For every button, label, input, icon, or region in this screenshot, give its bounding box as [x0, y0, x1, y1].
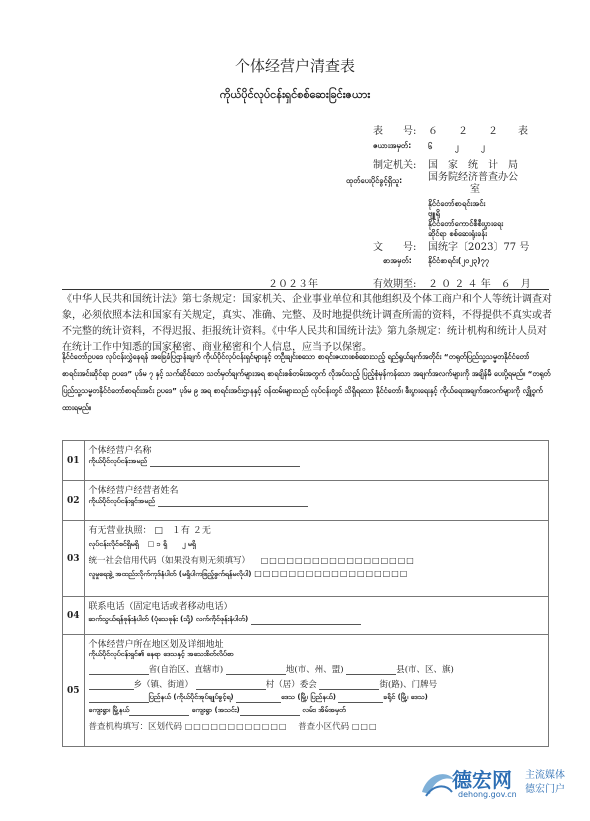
row-number: 04: [63, 597, 85, 635]
org-label: 制定机关:: [373, 160, 417, 171]
org-mm-value-2: ဗျူရို: [428, 209, 440, 218]
watermark-url: dehong.gov.cn: [458, 790, 517, 799]
license-option-yes-mm[interactable]: □ ၁ ရှိ: [147, 540, 168, 548]
row-03: [63, 521, 549, 597]
watermark-brand: 德宏网: [452, 768, 512, 792]
survey-form-table: [62, 440, 549, 747]
table-no-value: ６ ２ ２ 表: [428, 126, 528, 137]
row-05: [63, 635, 549, 747]
org-mm-value-4: ဆိုင်ရာ စစ်ဆေးရုံးခန်း: [428, 229, 488, 238]
street-label-mm: လမ်း၊ အိမ်အမှတ်: [302, 706, 346, 714]
org-value-3: 室: [470, 184, 480, 195]
row-01: [63, 441, 549, 481]
village-label-mm: ကျေးရွာ (အသင်း): [191, 706, 240, 714]
province-field-mm[interactable]: [89, 702, 149, 703]
street-label: 街(路)、门牌号: [379, 680, 438, 690]
row-number: 03: [63, 521, 85, 597]
town-label: 乡（镇、街道）: [133, 680, 194, 690]
valid-until-label: 有效期至:: [373, 279, 417, 290]
org-mm-value-1: နိုင်ငံတော်စာရင်းအင်း: [428, 199, 486, 208]
street-field[interactable]: [319, 689, 379, 690]
town-field-mm[interactable]: [129, 715, 189, 716]
license-option-no[interactable]: ２无: [192, 526, 211, 536]
village-field[interactable]: [196, 689, 266, 690]
region-code-label: 普查机构填写：区划代码: [88, 722, 183, 732]
header-divider: [62, 289, 549, 290]
row-number: 02: [63, 481, 85, 521]
county-label: 县(市、区、旗): [396, 665, 454, 675]
credit-code-label: 统一社会信用代码（如果没有则无须填写）: [88, 556, 251, 566]
city-label: 地(市、州、盟): [285, 665, 344, 675]
doc-no-value: 国统字〔2023〕77 号: [428, 242, 530, 253]
area-code-boxes[interactable]: □□□: [351, 722, 378, 731]
row-number: 01: [63, 441, 85, 481]
province-field[interactable]: [89, 674, 149, 675]
field-label: 联系电话（固定电话或者移动电话）: [88, 602, 233, 612]
region-code-boxes[interactable]: □□□□□□□□□□□□: [184, 722, 288, 731]
watermark-tag-1: 主流媒体: [525, 770, 565, 781]
county-field[interactable]: [346, 674, 396, 675]
town-field[interactable]: [89, 689, 134, 690]
table-no-mm-value: ၆ ၂ ၂: [428, 142, 485, 151]
field-label-mm: ကိုယ်ပိုင်လုပ်ငန်းအမည်: [88, 457, 148, 465]
doc-no-mm-value: နိုင်ငံစာရင်း(၂၀၂၃)၇၇: [428, 256, 489, 265]
area-code-label: 普查小区代码: [298, 722, 350, 732]
form-year: ２０２３年: [268, 279, 318, 290]
form-subtitle-mm: ကိုယ်ပိုင်လုပ်ငန်းရှင်စစ်ဆေးခြင်းဇယား: [219, 88, 371, 101]
license-option-yes[interactable]: □ １有: [154, 526, 190, 536]
legal-notice-mm: နိုင်ငံတော်ဥပဒေ လုပ်ငန်းလွှဲနေရန် အခြေခံပြဌာန်းချက် ကိုယ်ပိုင်လုပ်ငန်းရှင်များနှင့် တဦးချင်းစသော စာရင်းဇယားစစ်ဆေးသည့် ရည်ရွယ်ချက်အတိုင်း “တရုတ်ပြည်သူ့သမ္မတနိုင်ငံတော်စာရင်းအင်းဆိုင်ရာ ဥပဒေ” ပုဒ်မ ၇ နှင့် သက်ဆိုင်သော သတ်မှတ်ချက်များအရ စာရင်းစစ်တမ်းအတွက် လိုအပ်သည့် ပြည့်စုံမှန်ကန်သော အချက်အလက်များကို အချိန်မီ ပေးပို့ရမည်။ “တရုတ်ပြည်သူ့သမ္မတနိုင်ငံတော်စာရင်းအင်း ဥပဒေ” ပုဒ်မ ၉ အရ စာရင်းအင်းဌာနနှင့် ဝန်ထမ်းများသည် လုပ်ငန်းတွင် သိရှိရသော နိုင်ငံတော်၊ စီးပွားရေးနှင့် ကိုယ်ရေးအချက်အလက်များကို လျှို့ဝှက်ထားရမည်။: [62, 352, 551, 412]
field-label-mm: ဆက်သွယ်ရန်ဖုန်းနံပါတ် (ပုံသေဖုန်း (သို့) လက်ကိုင်ဖုန်းနံပါတ်): [88, 615, 249, 623]
org-value-1: 国 家 统 计 局: [428, 160, 518, 171]
row-02: [63, 481, 549, 521]
city-field-mm[interactable]: [236, 702, 281, 703]
license-option-no-mm[interactable]: ၂ မရှိ: [181, 540, 196, 548]
doc-no-label: 文 号:: [373, 242, 417, 253]
doc-no-mm-label: စာအမှတ်:: [383, 256, 412, 265]
city-label-mm: ဒေသ (မြို့၊ ပြည်နယ်): [280, 693, 336, 701]
village-field-mm[interactable]: [240, 715, 300, 716]
city-field[interactable]: [226, 674, 286, 675]
legal-notice-cn: 《中华人民共和国统计法》第七条规定：国家机关、企业事业单位和其他组织及个体工商户和个人等统计调查对象，必须依照本法和国家有关规定，真实、准确、完整、及时地提供统计调查所需的资料，不得提供不真实或者不完整的统计资料，不得迟报、拒报统计资料。《中华人民共和国统计法》第九条规定：统计机构和统计人员对在统计工作中知悉的国家秘密、商业秘密和个人信息，应当予以保密。: [62, 294, 552, 353]
table-no-mm-label: ဇယားအမှတ်:: [373, 141, 412, 150]
field-label: 个体经营户所在地区划及详细地址: [88, 640, 224, 650]
row-04: [63, 597, 549, 635]
table-no-label: 表 号:: [373, 126, 417, 137]
field-label: 有无营业执照：: [88, 526, 152, 536]
town-label-mm: ကျေးရွာ၊ မြို့နယ်: [88, 706, 130, 714]
watermark-tag-2: 德宏门户: [525, 784, 565, 795]
province-label: 省(自治区、直辖市): [148, 665, 224, 675]
org-value-2: 国务院经济普查办公: [428, 172, 518, 183]
province-label-mm: ပြည်နယ် (ကိုယ်ပိုင်အုပ်ချုပ်ခွင့်ရ): [148, 693, 234, 701]
credit-code-boxes-mm[interactable]: □□□□□□□□□□□□□□□□□□: [254, 569, 409, 578]
field-label-mm: ကိုယ်ပိုင်လုပ်ငန်းရှင်၏ နေရာ ဒေသနှင့် အသေးစိတ်လိပ်စာ: [88, 650, 234, 658]
field-label: 个体经营户经营者姓名: [88, 486, 179, 496]
form-title: 个体经营户清查表: [234, 57, 355, 75]
village-label: 村（居）委会: [265, 680, 317, 690]
org-mm-value-3: နိုင်ငံတော်ကောင်စီစီးပွားရေး: [428, 219, 504, 228]
credit-code-boxes[interactable]: □□□□□□□□□□□□□□□□□□: [260, 556, 415, 565]
business-name-field[interactable]: [150, 466, 300, 467]
operator-name-field[interactable]: [158, 506, 308, 507]
field-label-mm: လုပ်ငန်းလိုင်စင်ရှိမရှိ: [88, 540, 139, 548]
county-field-mm[interactable]: [338, 702, 383, 703]
credit-code-label-mm: လူမှုရေးခွဲ့ အထည်းလိုက်ကုဒ်နံပါတ် (မရှိပါကဖြည့်စွက်ရန်မလိုပါ): [88, 570, 252, 578]
valid-until-value: ２ ０ ２ ４ 年 ６ 月: [428, 279, 531, 290]
field-label-mm: ကိုယ်ပိုင်လုပ်ငန်းရှင်အမည်: [88, 497, 155, 505]
field-label: 个体经营户名称: [88, 446, 152, 456]
county-label-mm: ခရိုင် (မြို့၊ ဒေသ): [383, 693, 428, 701]
phone-field[interactable]: [251, 624, 361, 625]
row-number: 05: [63, 635, 85, 747]
org-mm-label: ထုတ်ပေးပိုင်ခွင့်ရှိသူ:: [346, 176, 403, 185]
